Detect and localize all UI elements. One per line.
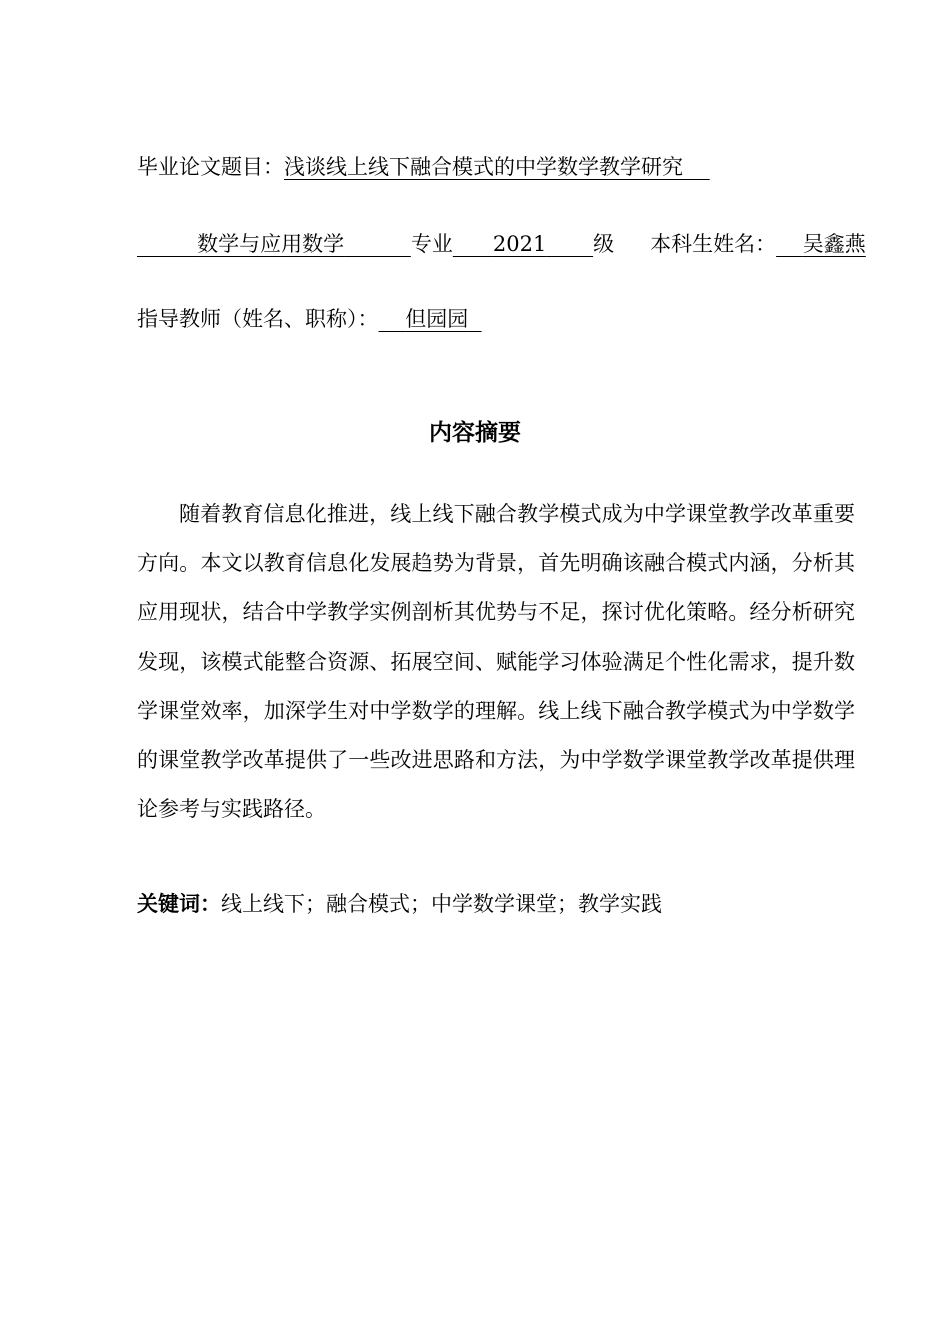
thesis-title-value: 浅谈线上线下融合模式的中学数学教学研究 — [284, 155, 683, 179]
keywords-line — [137, 889, 662, 919]
abstract-body: 随着教育信息化推进，线上线下融合教学模式成为中学课堂教学改革重要方向。本文以教育信息化发展趋势为背景，首先明确该融合模式内涵，分析其应用现状，结合中学教学实例剖析其优势与不足，探讨优化策略。经分析研究发现，该模式能整合资源、拓展空间、赋能学习体验满足个性化需求，提升数学课堂效率，加深学生对中学数学的理解。线上线下融合教学模式为中学数学的课堂教学改革提供了一些改进思路和方法，为中学数学课堂教学改革提供理论参考与实践路径。 — [137, 502, 855, 822]
year-label: 级 — [593, 232, 615, 256]
abstract-heading: 内容摘要 — [429, 420, 521, 446]
thesis-title-label: 毕业论文题目： — [137, 155, 284, 179]
keywords-label: 关键词： — [137, 892, 221, 916]
student-info-line — [137, 229, 866, 259]
major-label: 专业 — [410, 232, 453, 256]
major-value: 数学与应用数学 — [197, 232, 345, 256]
student-name-label: 本科生姓名： — [650, 232, 777, 256]
student-name-value: 吴鑫燕 — [802, 232, 866, 256]
keywords-value: 线上线下；融合模式；中学数学课堂；教学实践 — [221, 892, 662, 916]
advisor-label: 指导教师（姓名、职称）： — [137, 307, 379, 331]
thesis-title-line — [137, 152, 710, 182]
advisor-line — [137, 304, 482, 334]
year-value: 2021 — [492, 232, 547, 256]
advisor-value: 但园园 — [405, 307, 469, 331]
